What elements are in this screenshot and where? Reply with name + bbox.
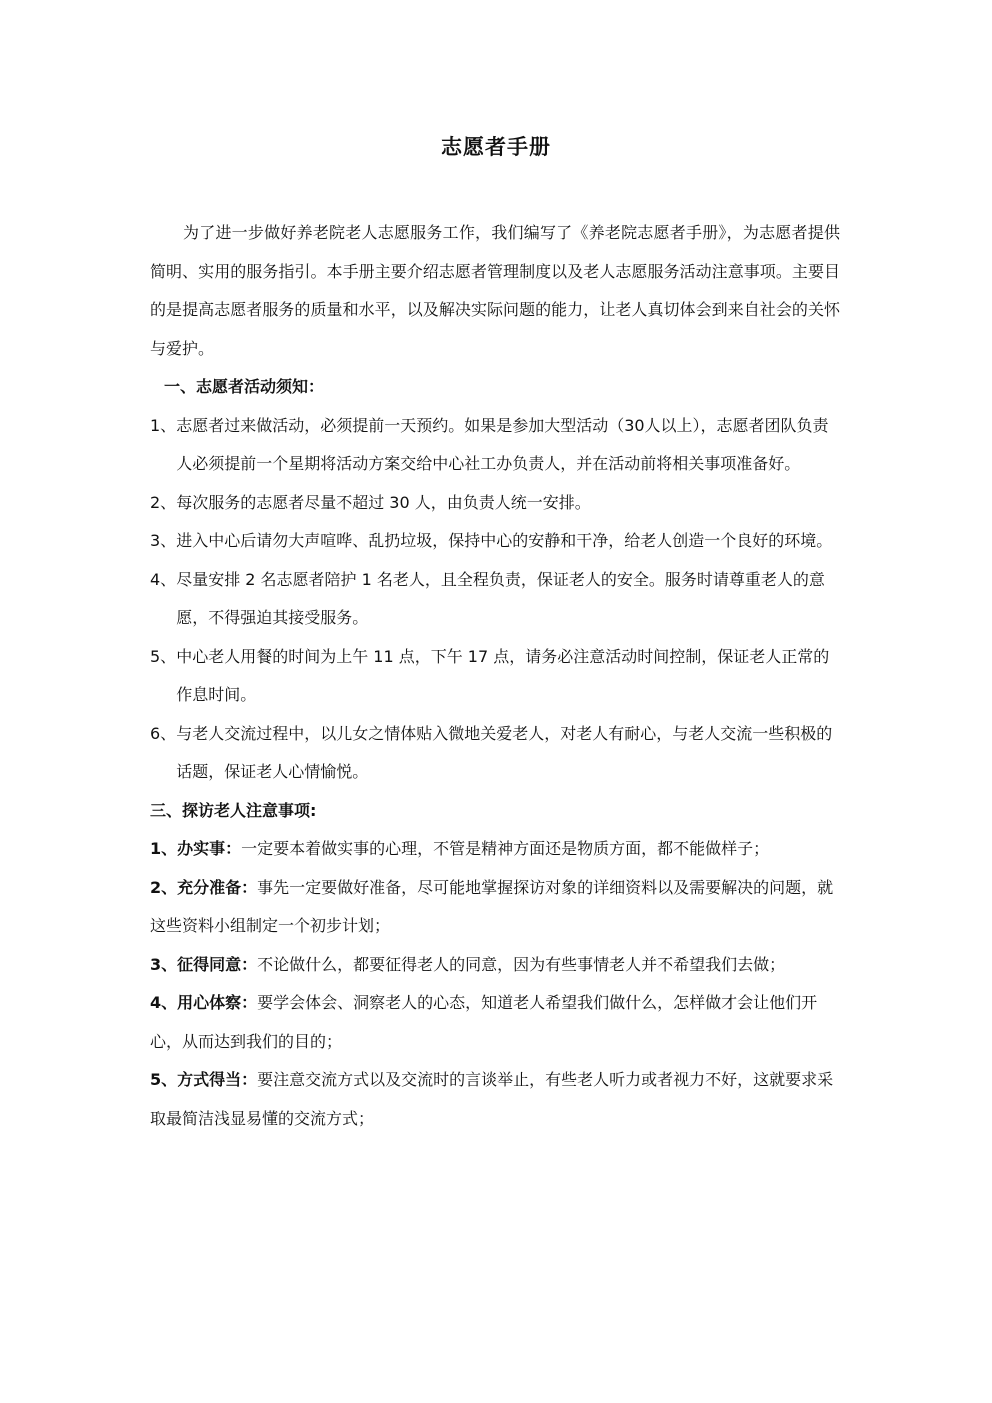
list-item-number: 4、 — [150, 569, 177, 589]
list-item-text: 要注意交流方式以及交流时的言谈举止，有些老人听力或者视力不好，这就要求采取最简洁浅显易懂的交流方式； — [150, 1070, 834, 1128]
visit-tips-list — [150, 830, 840, 1138]
list-item-lead: 充分准备： — [177, 877, 258, 897]
list-item-text: 要学会体会、洞察老人的心态，知道老人希望我们做什么，怎样做才会让他们开心，从而达到我们的目的； — [150, 993, 818, 1051]
list-item-lead: 用心体察： — [177, 993, 258, 1012]
section-heading-visit-tips: 三、探访老人注意事项: — [150, 800, 317, 820]
list-item — [150, 830, 840, 869]
list-item — [150, 984, 840, 1061]
list-item-number: 2、 — [150, 877, 178, 897]
list-item — [150, 407, 840, 484]
list-item-number: 3、 — [150, 954, 178, 974]
list-item-text: 志愿者过来做活动，必须提前一天预约。如果是参加大型活动（30人以上），志愿者团队负责人必须提前一个星期将活动方案交给中心社工办负责人，并在活动前将相关事项准备好。 — [176, 415, 829, 473]
list-item-number: 5、 — [150, 1070, 178, 1089]
section-heading-activity-notice: 一、志愿者活动须知： — [164, 377, 325, 396]
list-item-text: 尽量安排 2 名志愿者陪护 1 名老人，且全程负责，保证老人的安全。服务时请尊重老人的意愿，不得强迫其接受服务。 — [176, 569, 825, 627]
list-item-number: 1、 — [150, 839, 178, 858]
list-item-number: 4、 — [150, 993, 178, 1012]
list-item-text: 与老人交流过程中，以儿女之情体贴入微地关爱老人，对老人有耐心，与老人交流一些积极的话题，保证老人心情愉悦。 — [176, 723, 833, 781]
list-item — [150, 484, 840, 523]
list-item — [150, 522, 840, 561]
document-body — [150, 214, 840, 1138]
activity-notice-list — [150, 407, 840, 792]
list-item — [150, 946, 840, 985]
list-item-text: 中心老人用餐的时间为上午 11 点，下午 17 点，请务必注意活动时间控制，保证老人正常的作息时间。 — [176, 646, 830, 704]
list-item-text: 一定要本着做实事的心理，不管是精神方面还是物质方面，都不能做样子； — [241, 839, 770, 858]
list-item-lead: 办实事： — [177, 839, 242, 858]
list-item-number: 1、 — [150, 415, 177, 435]
list-item-number: 6、 — [150, 723, 177, 743]
list-item — [150, 638, 840, 715]
list-item-number: 3、 — [150, 531, 177, 550]
list-item — [150, 561, 840, 638]
list-item-number: 2、 — [150, 492, 177, 512]
list-item-lead: 征得同意： — [177, 954, 258, 974]
intro-paragraph: 为了进一步做好养老院老人志愿服务工作，我们编写了《养老院志愿者手册》，为志愿者提供简明、实用的服务指引。本手册主要介绍志愿者管理制度以及老人志愿服务活动注意事项。主要目的是提高志愿者服务的质量和水平，以及解决实际问题的能力，让老人真切体会到来自社会的关怀与爱护。 — [150, 223, 840, 358]
list-item-text: 不论做什么，都要征得老人的同意，因为有些事情老人并不希望我们去做； — [257, 954, 786, 974]
list-item-number: 5、 — [150, 646, 177, 666]
list-item — [150, 869, 840, 946]
list-item-text: 事先一定要做好准备，尽可能地掌握探访对象的详细资料以及需要解决的问题，就这些资料小组制定一个初步计划； — [150, 877, 834, 935]
list-item — [150, 1061, 840, 1138]
list-item-text: 每次服务的志愿者尽量不超过 30 人，由负责人统一安排。 — [176, 492, 591, 512]
list-item — [150, 715, 840, 792]
document-title: 志愿者手册 — [441, 135, 551, 159]
list-item-lead: 方式得当： — [177, 1070, 258, 1089]
list-item-text: 进入中心后请勿大声喧哗、乱扔垃圾，保持中心的安静和干净，给老人创造一个良好的环境。 — [176, 531, 833, 550]
